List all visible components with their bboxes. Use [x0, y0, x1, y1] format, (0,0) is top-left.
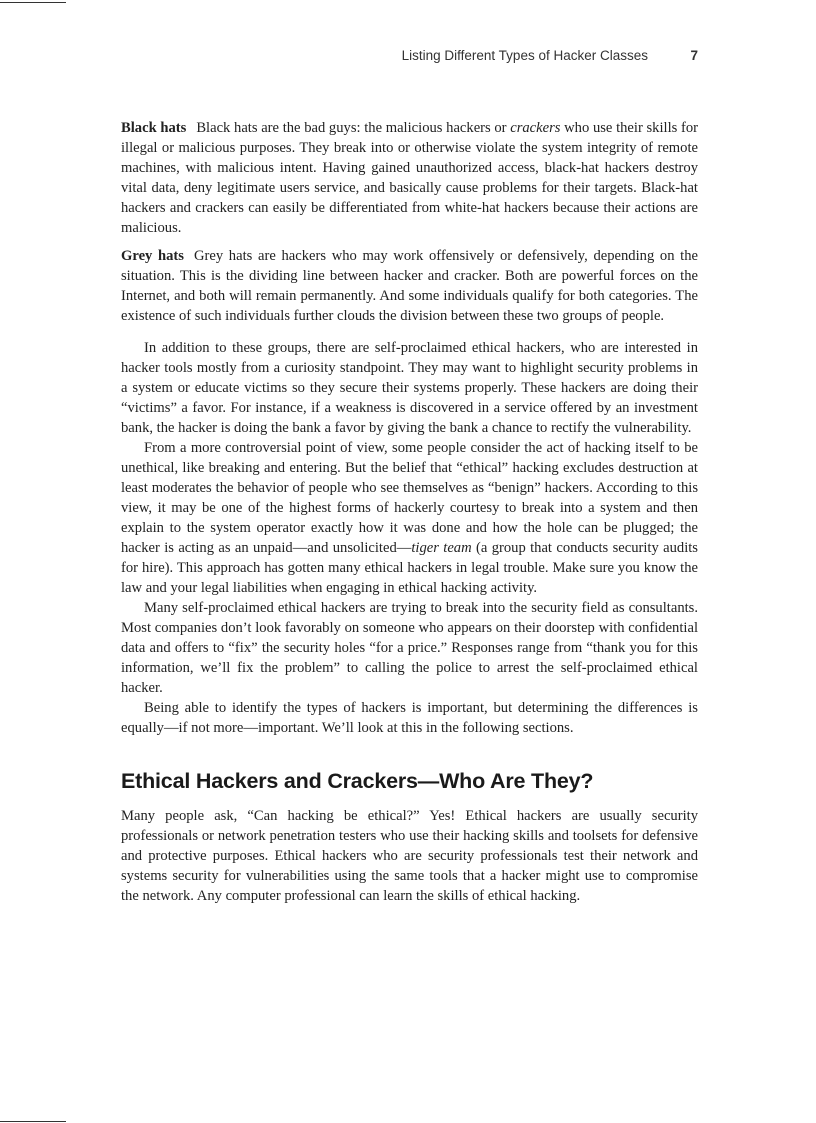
section-body: Many people ask, “Can hacking be ethical?” Yes! Ethical hackers are usually security professionals or network penetration testers who use their hacking skills and toolsets for defensive and protective purposes. Ethical hackers who are security professionals test their network and systems security for vulnerabilities using the same tools that a hacker might use to compromise the network. Any computer professional can learn the skills of ethical hacking. [121, 808, 698, 904]
paragraph-self-proclaimed: In addition to these groups, there are self-proclaimed ethical hackers, who are interested in hacker tools mostly from a curiosity standpoint. They may want to highlight security problems in a system or educate victims so they secure their systems properly. These hackers are doing their “victims” a favor. For instance, if a weakness is discovered in a service offered by an investment bank, the hacker is doing the bank a favor by giving the bank a chance to rectify the vulnerability. [121, 340, 698, 436]
paragraph-controversial-text-1: From a more controversial point of view, some people consider the act of hacking itself to be unethical, like breaking and entering. But the belief that “ethical” hacking excludes destruction at least moderates the behavior of people who see themselves as “benign” hackers. According to this view, it may be one of the highest forms of hackerly courtesy to break into a system and then explain to the system operator exactly how it was done and how the hole can be plugged; the hacker is acting as an unpaid—and unsolicited— [121, 440, 698, 556]
page-number: 7 [690, 48, 698, 63]
black-hats-text-2: who use their skills for illegal or malicious purposes. They break into or otherwise violate the system integrity of remote machines, with malicious intent. Having gained unauthorized access, black-hat hackers destroy vital data, deny legitimate users service, and basically cause problems for their targets. Black-hat hackers and crackers can easily be differentiated from white-hat hackers because their actions are malicious. [121, 120, 698, 236]
page-body [121, 118, 698, 906]
grey-hats-entry [121, 246, 698, 326]
black-hats-text-1: Black hats are the bad guys: the malicious hackers or [196, 120, 511, 136]
running-head-title: Listing Different Types of Hacker Classes [401, 48, 648, 63]
paragraph-controversial [121, 438, 698, 598]
paragraph-controversial-text-2: (a group that conducts security audits for hire). This approach has gotten many ethical hackers in legal trouble. Make sure you know the law and your legal liabilities when engaging in ethical hacking activity. [121, 540, 698, 596]
crop-mark-top [0, 2, 66, 3]
section-heading: Ethical Hackers and Crackers—Who Are They? [121, 769, 594, 793]
term-black-hats: Black hats [121, 120, 187, 136]
crop-mark-bottom [0, 1121, 66, 1122]
tiger-team-emphasis: tiger team [411, 540, 472, 556]
black-hats-entry [121, 118, 698, 238]
black-hats-emphasis: crackers [510, 120, 561, 136]
term-grey-hats: Grey hats [121, 248, 184, 264]
grey-hats-text: Grey hats are hackers who may work offensively or defensively, depending on the situation. This is the dividing line between hacker and cracker. Both are powerful forces on the Internet, and both will remain permanently. And some individuals qualify for both categories. The existence of such individuals further clouds the division between these two groups of people. [121, 248, 698, 324]
paragraph-consultants: Many self-proclaimed ethical hackers are trying to break into the security field as consultants. Most companies don’t look favorably on someone who appears on their doorstep with confidential data and offers to “fix” the security holes “for a price.” Responses range from “thank you for this information, we’ll fix the problem” to calling the police to arrest the self-proclaimed ethical hacker. [121, 600, 698, 696]
paragraph-identify-types: Being able to identify the types of hackers is important, but determining the differences is equally—if not more—important. We’ll look at this in the following sections. [121, 700, 698, 736]
